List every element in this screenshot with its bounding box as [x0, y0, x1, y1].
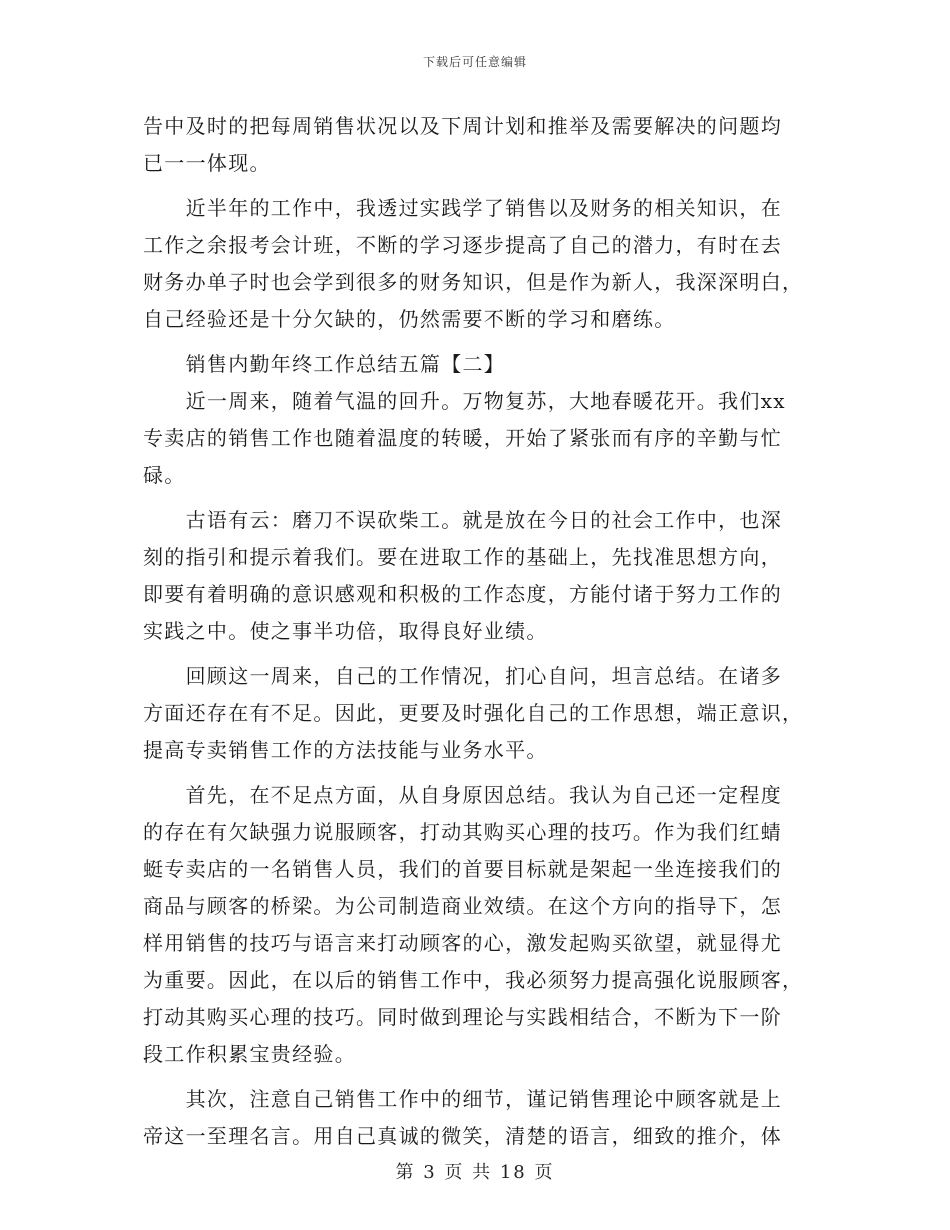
body-text — [143, 108, 803, 1155]
text-line: 自己经验还是十分欠缺的，仍然需要不断的学习和磨练。 — [143, 307, 676, 331]
text-line: 工作之余报考会计班，不断的学习逐步提高了自己的潜力，有时在去 — [143, 233, 782, 257]
text-line: 蜓专卖店的一名销售人员，我们的首要目标就是架起一坐连接我们的 — [143, 857, 782, 881]
text-line: 专卖店的销售工作也随着温度的转暖，开始了紧张而有序的辛勤与忙 — [143, 426, 782, 450]
text-line: 提高专卖销售工作的方法技能与业务水平。 — [143, 738, 548, 762]
text-line: 碌。 — [143, 463, 186, 487]
text-line: 回顾这一周来，自己的工作情况，扪心自问，坦言总结。在诸多 — [143, 664, 782, 688]
text-line: 其次，注意自己销售工作中的细节，谨记销售理论中顾客就是上 — [143, 1087, 782, 1111]
text-line: 近半年的工作中，我透过实践学了销售以及财务的相关知识，在 — [143, 196, 782, 220]
text-line: 实践之中。使之事半功倍，取得良好业绩。 — [143, 619, 548, 643]
text-line: 告中及时的把每周销售状况以及下周计划和推举及需要解决的问题均 — [143, 114, 782, 138]
text-line: 样用销售的技巧与语言来打动顾客的心，激发起购买欲望，就显得尤 — [143, 931, 782, 955]
text-line: 打动其购买心理的技巧。同时做到理论与实践相结合，不断为下一阶 — [143, 1005, 782, 1029]
text-line: 商品与顾客的桥梁。为公司制造商业效绩。在这个方向的指导下，怎 — [143, 894, 782, 918]
text-line: 即要有着明确的意识感观和积极的工作态度，方能付诸于努力工作的 — [143, 582, 782, 606]
text-line: 段工作积累宝贵经验。 — [143, 1042, 356, 1066]
page-footer: 第 3 页 共 18 页 — [395, 1162, 555, 1183]
text-line: 方面还存在有不足。因此，更要及时强化自己的工作思想，端正意识， — [143, 701, 804, 725]
page-header: 下载后可任意编辑 — [422, 55, 527, 69]
text-line: 刻的指引和提示着我们。要在进取工作的基础上，先找准思想方向， — [143, 545, 782, 569]
text-line: 首先，在不足点方面，从自身原因总结。我认为自己还一定程度 — [143, 783, 782, 807]
text-line: 的存在有欠缺强力说服顾客，打动其购买心理的技巧。作为我们红蜻 — [143, 820, 782, 844]
section-heading: 销售内勤年终工作总结五篇【二】 — [143, 352, 506, 376]
text-line: 近一周来，随着气温的回升。万物复苏，大地春暖花开。我们xx — [143, 389, 786, 413]
text-line: 为重要。因此，在以后的销售工作中，我必须努力提高强化说服顾客， — [143, 968, 804, 992]
text-line: 帝这一至理名言。用自己真诚的微笑，清楚的语言，细致的推介，体 — [143, 1124, 782, 1148]
text-line: 已一一体现。 — [143, 151, 271, 175]
text-line: 财务办单子时也会学到很多的财务知识，但是作为新人，我深深明白， — [143, 270, 804, 294]
text-line: 古语有云：磨刀不误砍柴工。就是放在今日的社会工作中，也深 — [143, 508, 782, 532]
